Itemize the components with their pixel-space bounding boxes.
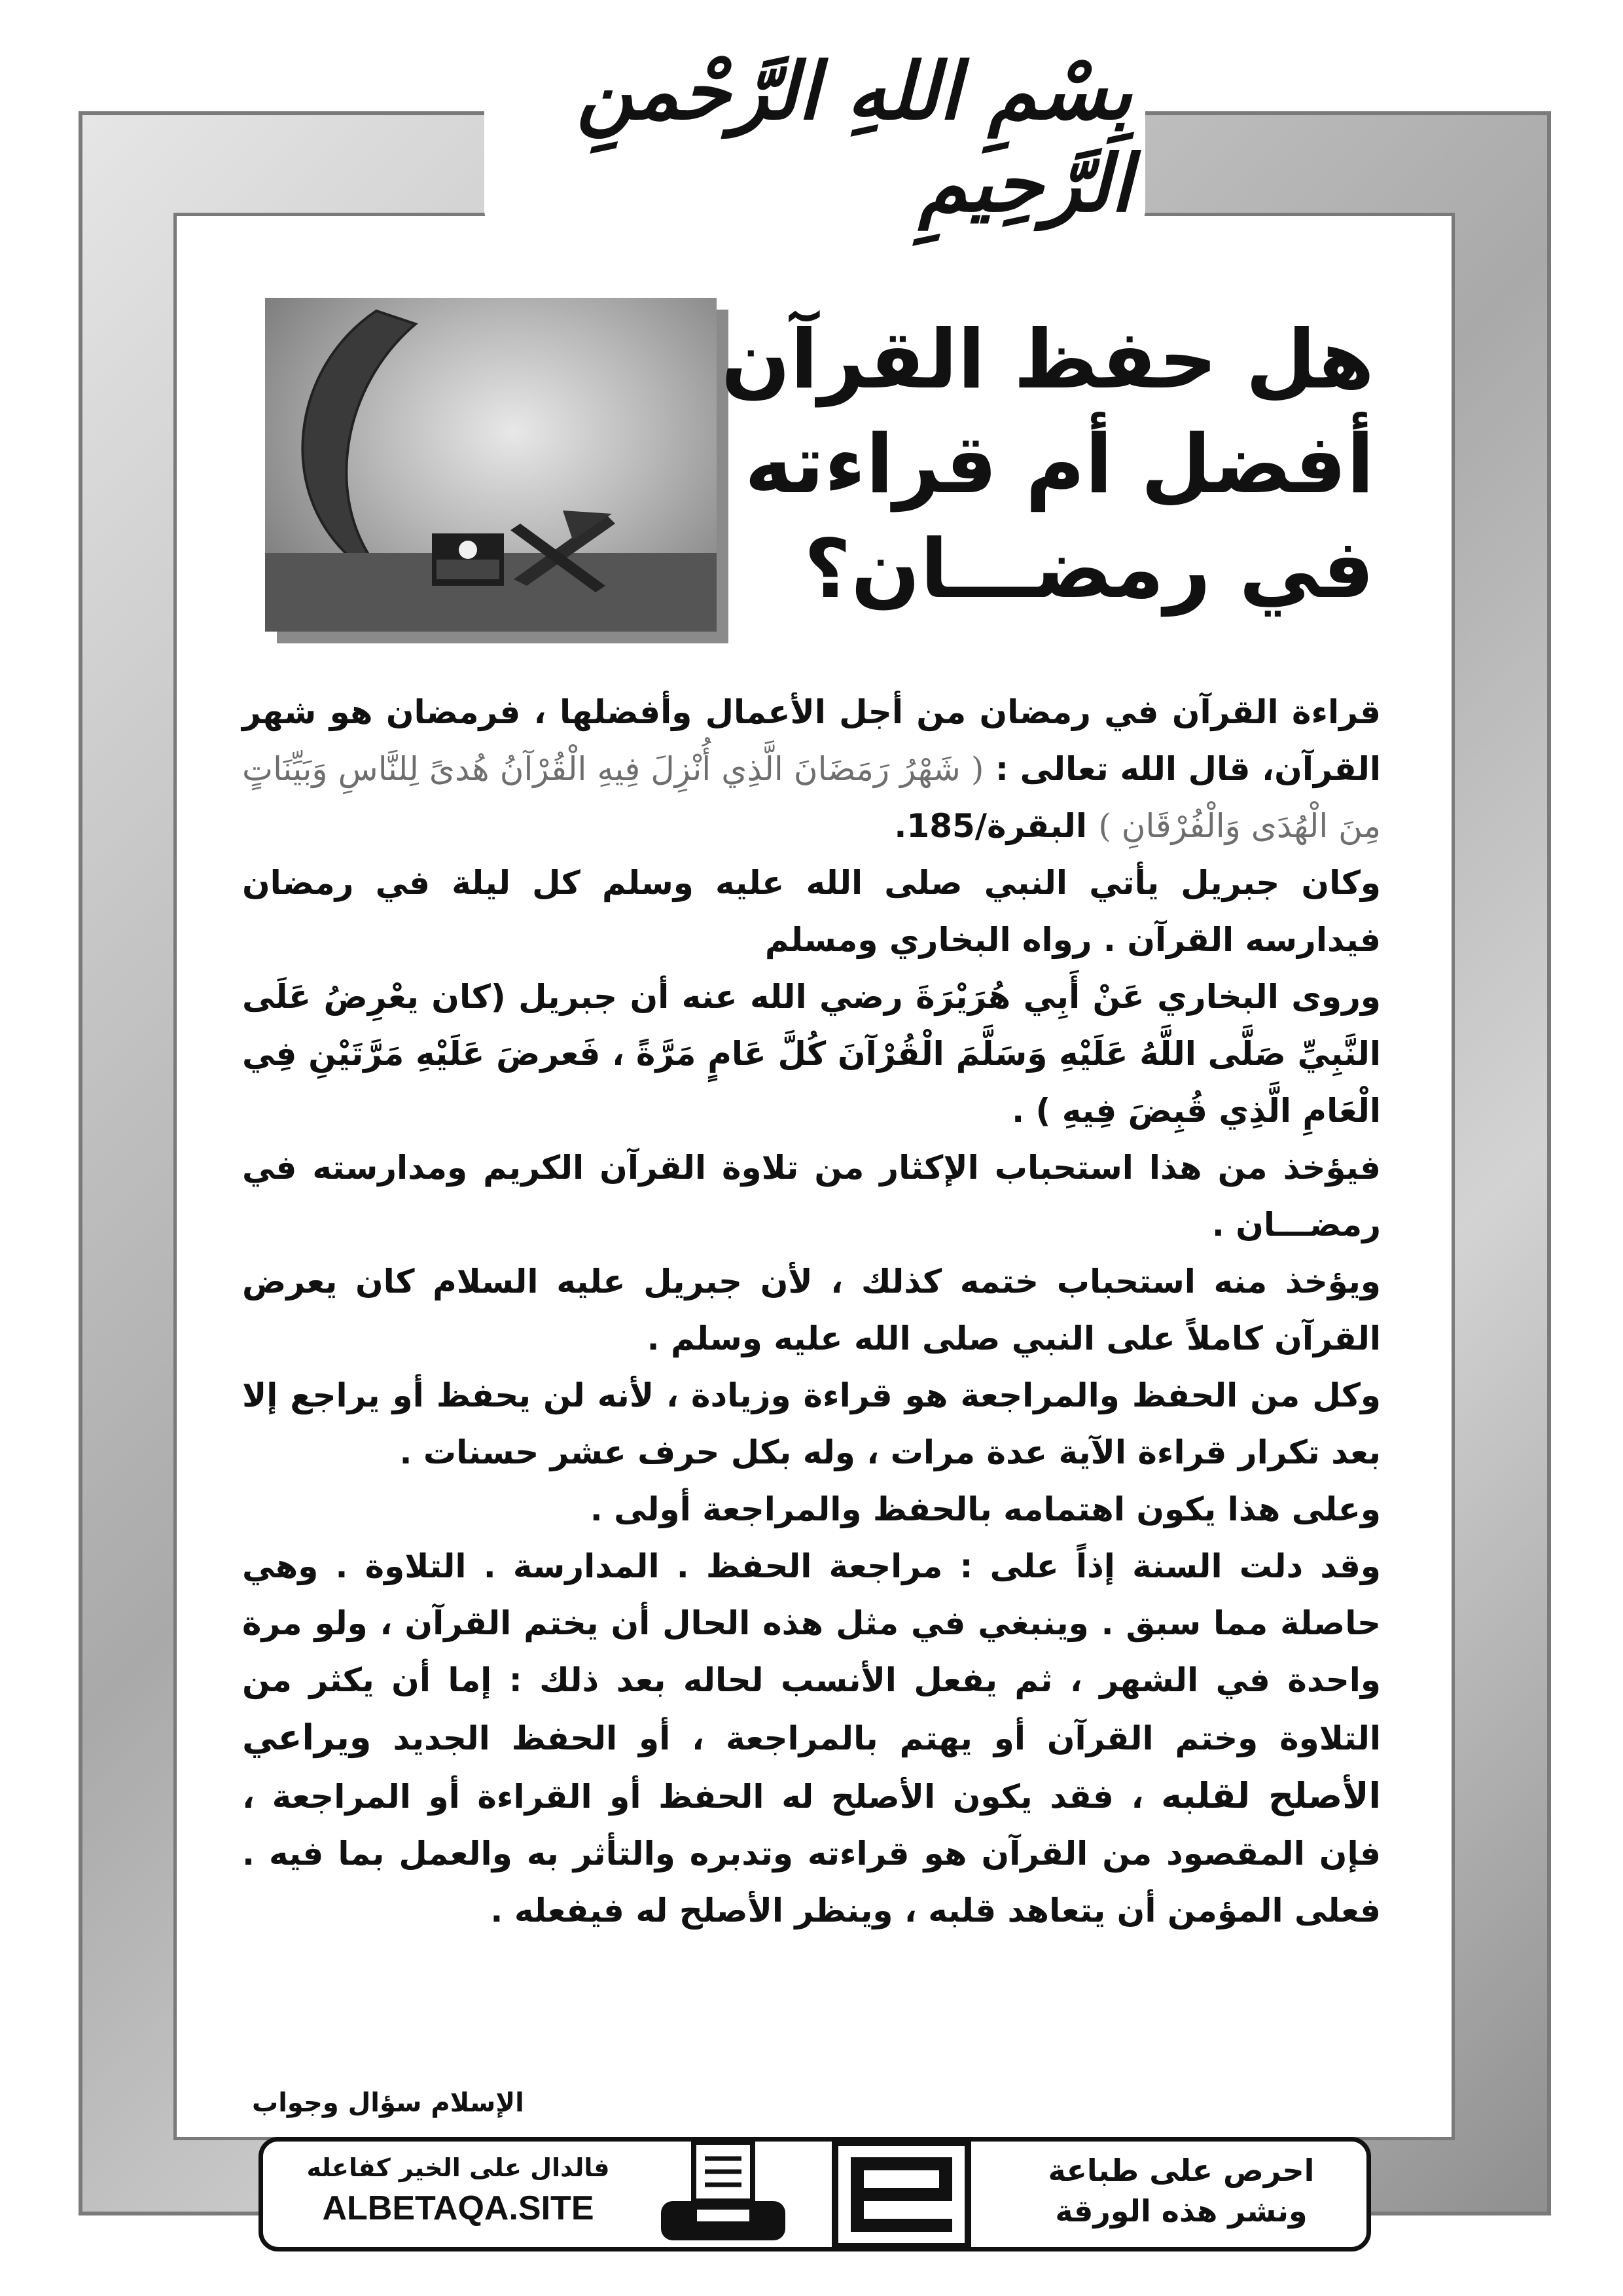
- quran-verse: ( شَهْرُ رَمَضَانَ الَّذِي أُنْزِلَ فِيهِ الْقُرْآنُ هُدىً لِلنَّاسِ وَبَيِّنَاتٍ مِنَ الْهُدَى وَالْفُرْقَانِ ): [242, 750, 1381, 845]
- verse-reference: البقرة/185.: [894, 807, 1099, 845]
- article-body: [242, 684, 1381, 1939]
- emphasis-text: ويراعي الأصلح لقلبه: [242, 1717, 1381, 1816]
- hadith-text: (كان يعْرِضُ عَلَى النَّبِيِّ صَلَّى اللَّهُ عَلَيْهِ وَسَلَّمَ الْقُرْآنَ كُلَّ عَامٍ مَرَّةً ، فَعرضَ عَلَيْهِ مَرَّتَيْنِ فِي الْعَامِ الَّذِي قُبِضَ فِيهِ ): [242, 978, 1381, 1130]
- footer-website-block: [281, 2147, 635, 2242]
- paragraph-3-end: .: [1012, 1092, 1036, 1130]
- source-credit: الإسلام سؤال وجواب: [252, 2088, 524, 2118]
- logo-mark: [831, 2139, 972, 2250]
- paragraph-3-text: وروى البخاري عَنْ أَبِي هُرَيْرَةَ رضي الله عنه أن جبريل: [505, 978, 1381, 1016]
- crescent-quran-lantern-image: [265, 298, 717, 632]
- paragraph-8-text: وقد دلت السنة إذاً على : مراجعة الحفظ . المدارسة . التلاوة . وهي حاصلة مما سبق . وينبغي في مثل هذه الحال أن يختم القرآن ، ولو مرة واحدة في الشهر ، ثم يفعل الأنسب لحاله بعد ذلك : إما أن يكثر من التلاوة وختم القرآن أو يهتم بالمراجعة ، أو الحفظ الجديد: [242, 1547, 1381, 1757]
- paragraph-6: وكل من الحفظ والمراجعة هو قراءة وزيادة ، لأنه لن يحفظ أو يراجع إلا بعد تكرار قراءة الآية عدة مرات ، وله بكل حرف عشر حسنات .: [242, 1376, 1381, 1471]
- page-title: [721, 308, 1374, 622]
- paragraph-1: [242, 684, 1381, 855]
- footer-slogan: فالدال على الخير كفاعله: [306, 2153, 610, 2182]
- dawat-alwaraqa-logo: [831, 2139, 972, 2250]
- title-line-2: أفضل أم قراءته: [744, 418, 1374, 512]
- bismillah-calligraphy: بِسْمِ اللهِ الرَّحْمنِ الرَّحِيمِ: [577, 45, 1132, 230]
- print-notice-line-2: ونشر هذه الورقة: [1055, 2193, 1308, 2229]
- title-line-3: في رمضـــان؟: [804, 522, 1374, 617]
- paragraph-1-text: قراءة القرآن في رمضان من أجل الأعمال وأفضلها ، فرمضان هو شهر القرآن، قال الله تعالى :: [242, 693, 1381, 788]
- paragraph-8: [242, 1538, 1381, 1939]
- paragraph-3: [242, 969, 1381, 1139]
- title-line-1: هل حفظ القرآن: [721, 313, 1374, 407]
- footer-website-link[interactable]: ALBETAQA.SITE: [322, 2189, 594, 2227]
- print-notice-line-1: احرص على طباعة: [1048, 2153, 1315, 2188]
- ramadan-crescent-photo: [265, 298, 717, 632]
- paragraph-5: ويؤخذ منه استحباب ختمه كذلك ، لأن جبريل عليه السلام كان يعرض القرآن كاملاً على النبي صلى الله عليه وسلم .: [242, 1263, 1381, 1357]
- paragraph-8-text-end: ، فقد يكون الأصلح له الحفظ أو القراءة أو المراجعة ، فإن المقصود من القرآن هو قراءته وتدبره والتأثر به والعمل بما فيه . فعلى المؤمن أن يتعاهد قلبه ، وينظر الأصلح له فيفعله .: [242, 1778, 1381, 1929]
- paragraph-2: وكان جبريل يأتي النبي صلى الله عليه وسلم كل ليلة في رمضان فيدارسه القرآن . رواه البخاري ومسلم: [242, 864, 1381, 959]
- footer-print-notice: [1011, 2150, 1351, 2242]
- paragraph-7: وعلى هذا يكون اهتمامه بالحفظ والمراجعة أولى .: [590, 1490, 1381, 1528]
- printer-icon: [658, 2139, 789, 2247]
- paragraph-4: فيؤخذ من هذا استحباب الإكثار من تلاوة القرآن الكريم ومدارسته في رمضـــان .: [242, 1149, 1381, 1244]
